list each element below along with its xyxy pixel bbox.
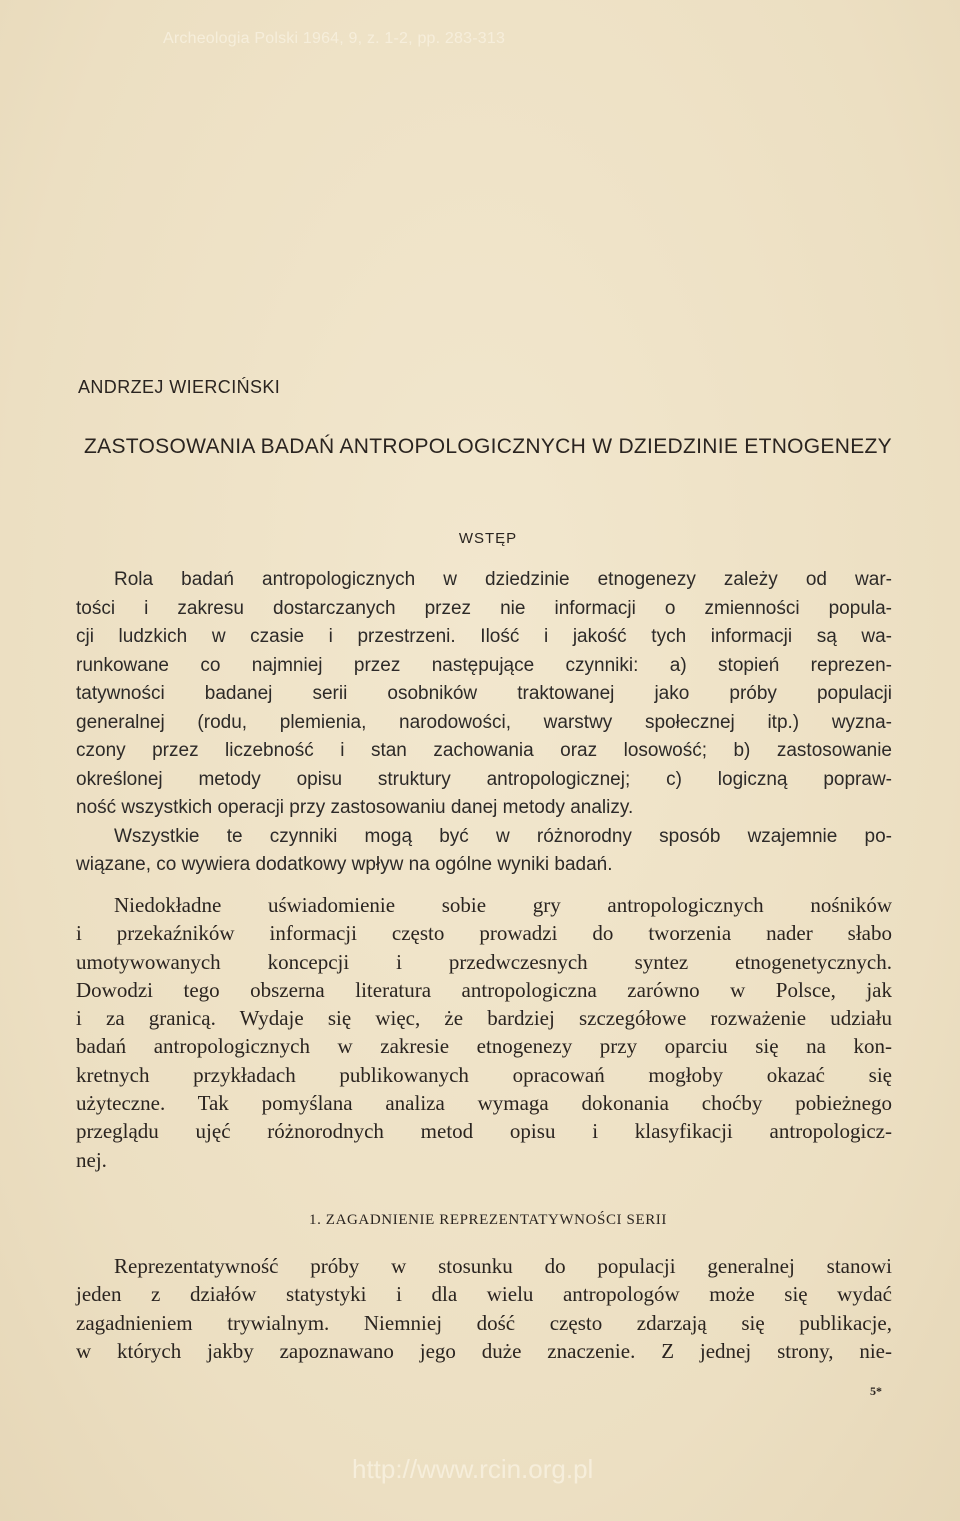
text-line: cji ludzkich w czasie i przestrzeni. Ilość i jakość tych informacji są wa- bbox=[76, 626, 892, 647]
citation-watermark: Archeologia Polski 1964, 9, z. 1-2, pp. 283-313 bbox=[163, 30, 506, 47]
text-line: i za granicą. Wydaje się więc, że bardziej szczegółowe rozważenie udziału bbox=[76, 1006, 892, 1031]
text-line: Reprezentatywność próby w stosunku do populacji generalnej stanowi bbox=[114, 1254, 892, 1278]
text-line: zagadnieniem trywialnym. Niemniej dość często zdarzają się publikacje, bbox=[76, 1310, 892, 1335]
section-heading: 1. ZAGADNIENIE REPREZENTATYWNOŚCI SERII bbox=[309, 1212, 667, 1228]
paragraph-section-1 bbox=[76, 1252, 892, 1365]
text-line: umotywowanych koncepcji i przedwczesnych syntez etnogenetycznych. bbox=[76, 949, 892, 974]
text-line: ność wszystkich operacji przy zastosowaniu danej metody analizy. bbox=[76, 797, 634, 818]
text-line: czony przez liczebność i stan zachowania oraz losowość; b) zastosowanie bbox=[76, 740, 892, 761]
text-line: Rola badań antropologicznych w dziedzinie etnogenezy zależy od war- bbox=[114, 569, 892, 590]
text-line: jeden z działów statystyki i dla wielu antropologów może się wydać bbox=[76, 1282, 892, 1307]
source-url-watermark: http://www.rcin.org.pl bbox=[352, 1454, 594, 1484]
text-line: wiązane, co wywiera dodatkowy wpływ na ogólne wyniki badań. bbox=[76, 854, 613, 875]
text-line: badań antropologicznych w zakresie etnogenezy przy oparciu się na kon- bbox=[76, 1034, 892, 1059]
author-name: ANDRZEJ WIERCIŃSKI bbox=[78, 377, 281, 397]
page-number: 5* bbox=[870, 1384, 882, 1398]
text-line: użyteczne. Tak pomyślana analiza wymaga dokonania choćby pobieżnego bbox=[76, 1091, 892, 1116]
text-line: tości i zakresu dostarczanych przez nie informacji o zmienności popula- bbox=[76, 597, 892, 619]
text-line: tatywności badanej serii osobników traktowanej jako próby populacji bbox=[76, 683, 892, 704]
text-line: runkowane co najmniej przez następujące czynniki: a) stopień reprezen- bbox=[76, 654, 892, 676]
intro-heading: WSTĘP bbox=[458, 530, 518, 547]
text-line: Wszystkie te czynniki mogą być w różnorodny sposób wzajemnie po- bbox=[114, 825, 892, 847]
text-line: przeglądu ujęć różnorodnych metod opisu i klasyfikacji antropologicz- bbox=[76, 1119, 892, 1144]
text-line: nej. bbox=[76, 1147, 107, 1172]
paragraph-intro-1 bbox=[76, 566, 892, 880]
text-line: Niedokładne uświadomienie sobie gry antropologicznych nośników bbox=[114, 893, 892, 917]
text-line: kretnych przykładach publikowanych opracowań mogłoby okazać się bbox=[76, 1062, 892, 1087]
text-line: i przekaźników informacji często prowadzi do tworzenia nader słabo bbox=[76, 921, 892, 946]
text-line: generalnej (rodu, plemienia, narodowości, warstwy społecznej itp.) wyzna- bbox=[76, 711, 892, 733]
article-title: ZASTOSOWANIA BADAŃ ANTROPOLOGICZNYCH W DZIEDZINIE ETNOGENEZY bbox=[84, 435, 892, 458]
text-line: w których jakby zapoznawano jego duże znaczenie. Z jednej strony, nie- bbox=[76, 1338, 892, 1363]
paragraph-intro-2 bbox=[76, 891, 892, 1174]
text-line: Dowodzi tego obszerna literatura antropologiczna zarówno w Polsce, jak bbox=[76, 977, 892, 1002]
text-line: określonej metody opisu struktury antropologicznej; c) logiczną popraw- bbox=[76, 768, 892, 790]
